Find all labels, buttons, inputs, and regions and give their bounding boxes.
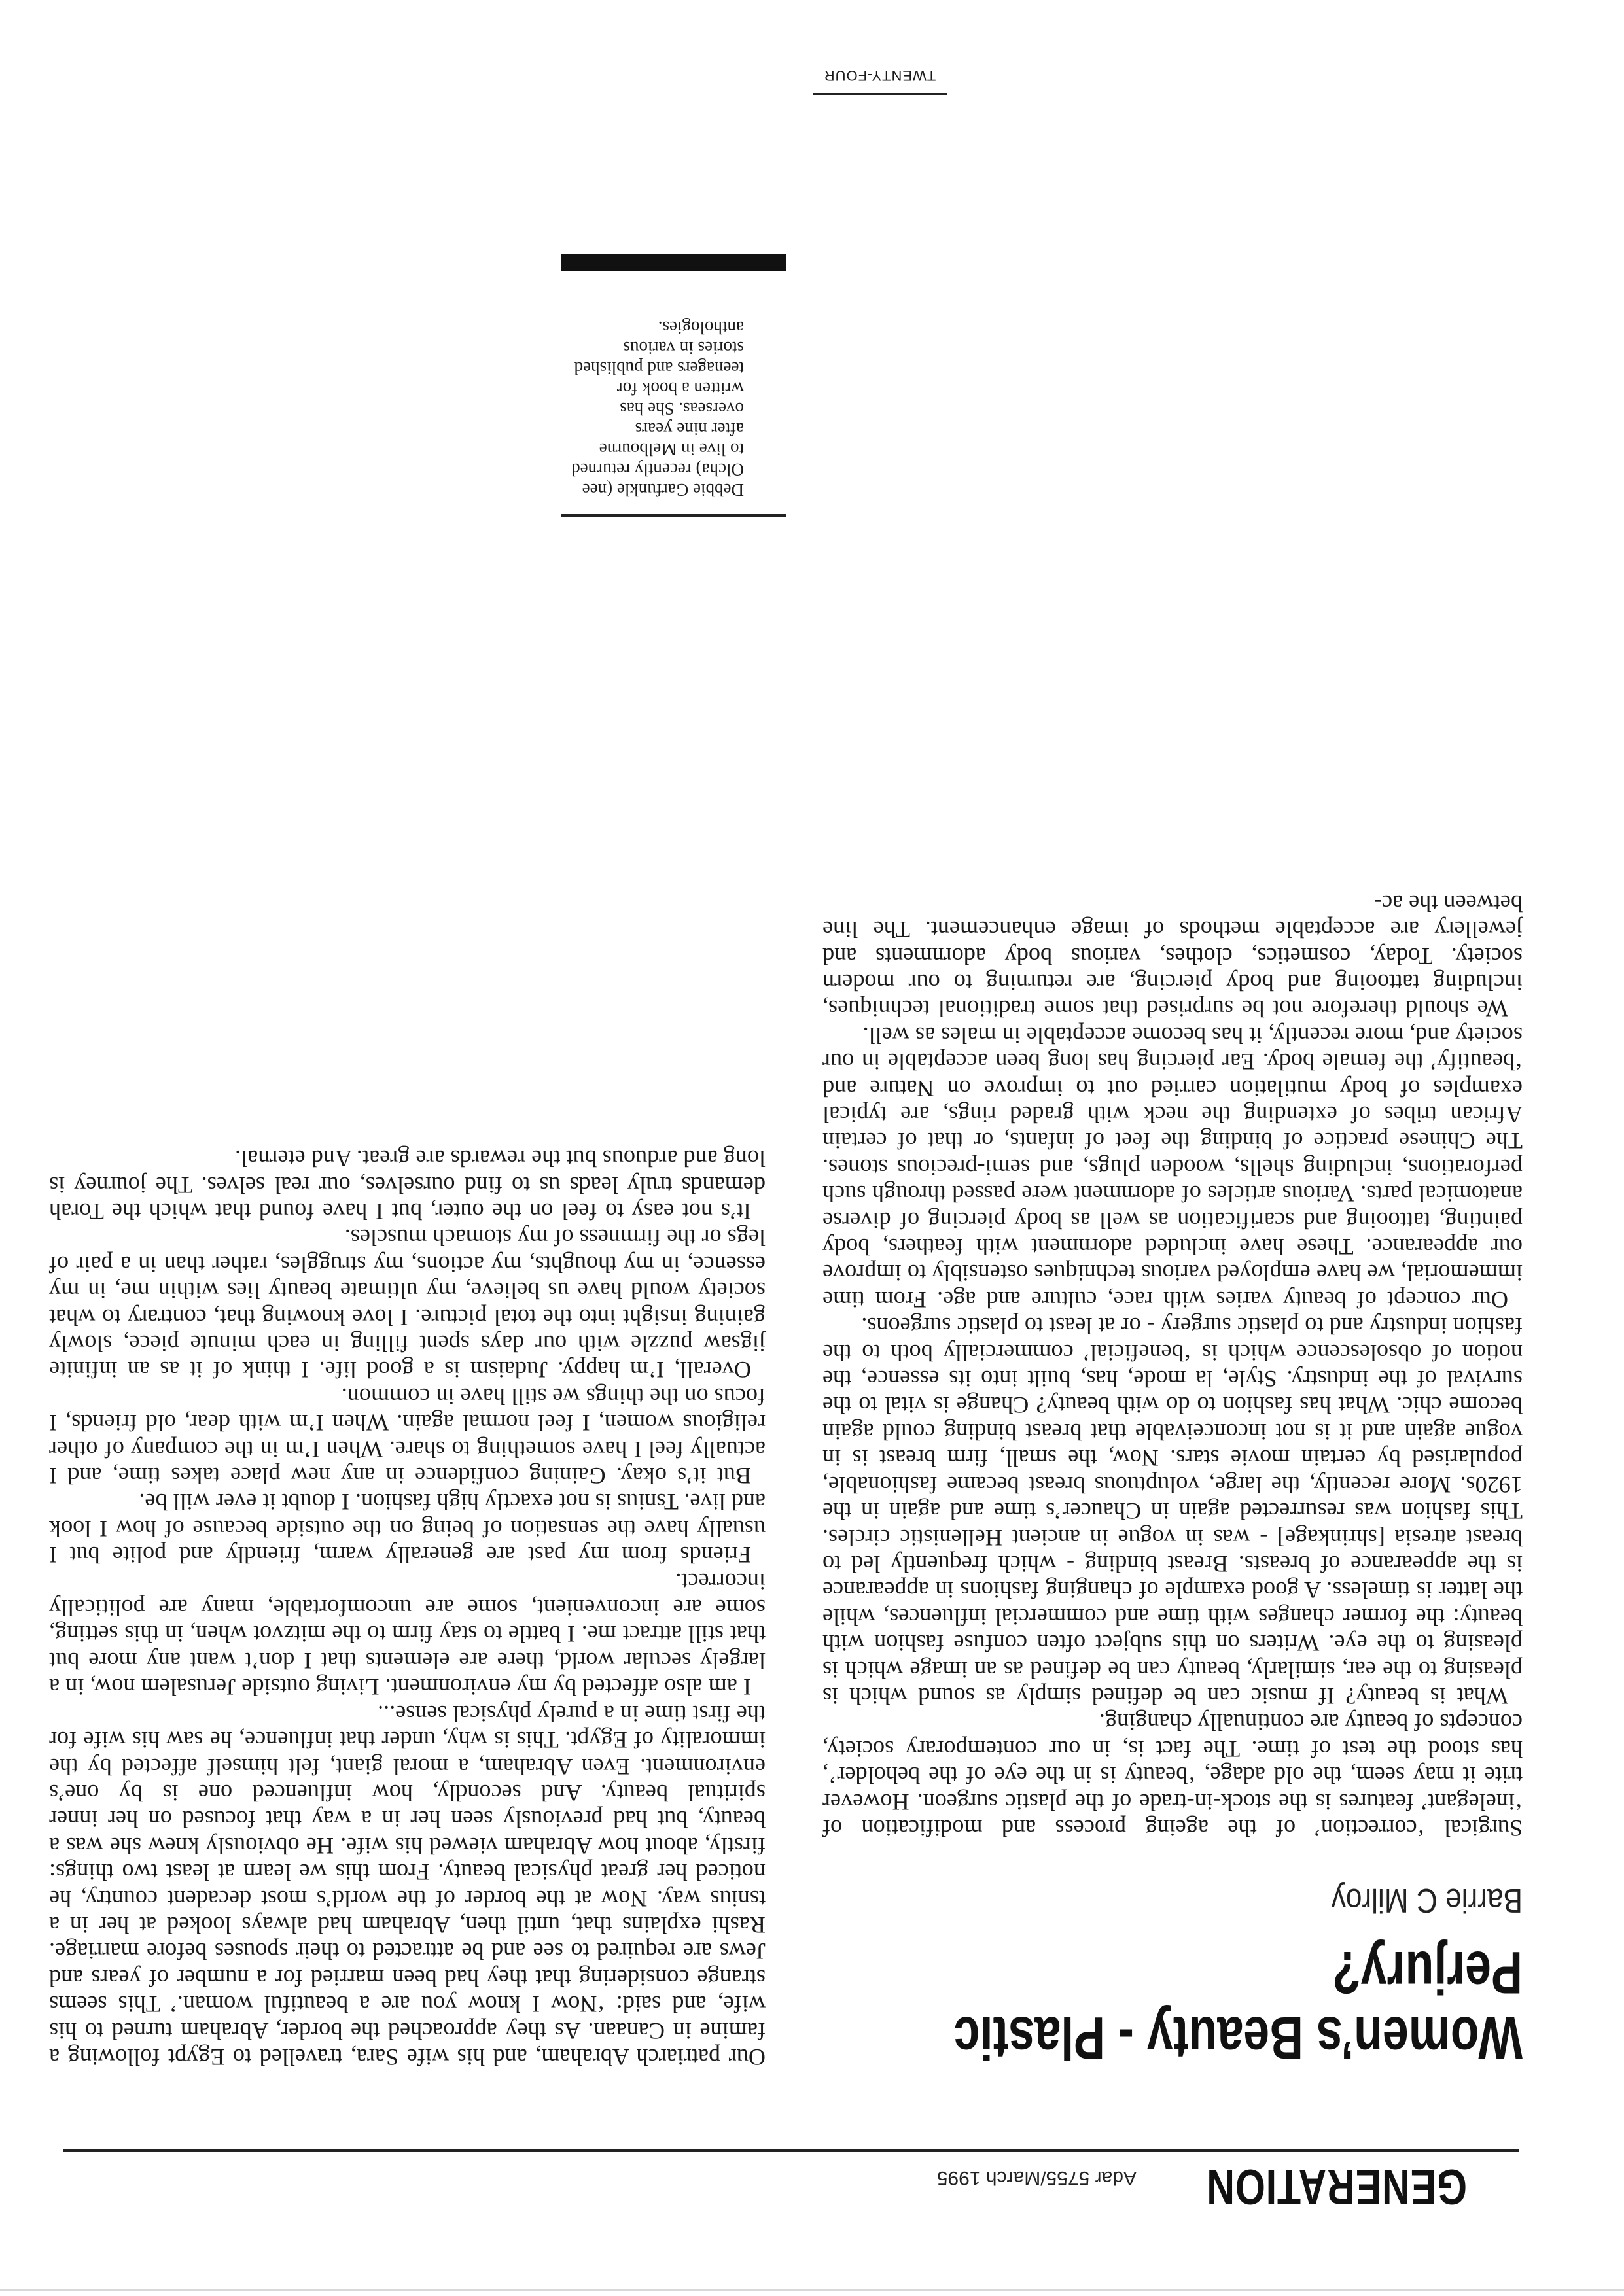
paragraph: We should therefore not be surprised that some traditional techniques, including tattooing and body piercing, are returning to our modern society. Today, cosmetics, clothes, various body adornments and jewellery are acceptable methods of image enhancement. The line between the ac- [822,890,1523,1022]
paragraph: Friends from my past are generally warm, friendly and polite but I usually have the sensation of being on the outside because of how I look and live. Tsnius is not exactly high fashion. I doubt it ever will be. [49,1489,766,1569]
bio-rule-bottom [561,254,786,271]
page-number: TWENTY-FOUR [823,67,936,84]
issue-date: Adar 5755/March 1995 [936,2167,1137,2189]
paragraph: Surgical ‘correction’ of the ageing process and modification of ‘inelegant’ features is the stock-in-trade of the plastic surgeon. However trite it may seem, the old adage, ‘beauty is in the eye of the beholder’, has stood the test of time. The fact is, in our contemporary society, concepts of beauty are continually changing. [822,1709,1523,1841]
paragraph: I am also affected by my environment. Living outside Jerusalem now, in a largely secular world, there are elements that I don’t want any more but that still attract me. I battle to stay firm to the mitzvot when, in this setting, some are inconvenient, some are uncomfortable, many are politically incorrect. [49,1568,766,1701]
paragraph: Overall, I’m happy. Judaism is a good life. I think of it as an infinite jigsaw puzzle with our days spent filling in each minute piece, slowly gaining insight into the total picture. I love knowing that, contrary to what society would have us believe, my ultimate beauty lies within me, in my essence, in my thoughts, my actions, my struggles, rather than in a pair of legs or the firmness of my stomach muscles. [49,1225,766,1383]
bio-rule-top [561,514,786,517]
page-folio [813,67,947,95]
article-title: Women’s Beauty - Plastic Perjury? [953,1939,1523,2071]
paragraph: But it’s okay. Gaining confidence in any new place takes time, and I actually feel I have something to share. When I’m in the company of other religious women, I feel normal again. When I’m with dear, old friends, I focus on the things we still have in common. [49,1383,766,1489]
masthead-title: GENERATION [1206,2159,1467,2214]
masthead-rule [63,2149,1519,2152]
folio-rule [813,93,947,95]
article-right-column [49,1145,766,2070]
masthead [63,2155,1519,2218]
paragraph: What is beauty? If music can be defined simply as sound which is pleasing to the ear, similarly, beauty can be defined as an image which is pleasing to the eye. Writers on this subject often confuse fashion with beauty: the former changes with time and commercial influences, while the latter is timeless. A good example of changing fashions in appearance is the appearance of breasts. Breast binding - which frequently led to breast atresia [shrinkage] - was in vogue in ancient Hellenistic circles. This fashion was resurrected again in Chaucer’s time and again in the 1920s. More recently, the large, voluptuous breast became fashionable, popularised by certain movie stars. Now, the small, firm breast is in vogue again and it is not inconceivable that breast binding could again become chic. What has fashion to do with beauty? Change is vital to the survival of the industry. Style, la mode, has, built into its essence, the notion of obsolescence which is ‘beneficial’ commercially both to the fashion industry and to plastic surgery - or at least to plastic surgeons. [822,1313,1523,1709]
paragraph: Our patriarch Abraham, and his wife Sara, travelled to Egypt following a famine in Canaan. As they approached the border, Abraham turned to his wife, and said: ‘Now I know you are a beautiful woman.’ This seems strange considering that they had been married for a number of years and Jews are required to see and be attracted to their spouses before marriage. Rashi explains that, until then, Abraham had always looked at her in a tsnius way. Now at the border of the world’s most decadent country, he noticed her great physical beauty. From this we learn at least two things: firstly, about how Abraham viewed his wife. He obviously knew she was a beauty, but had previously seen her in a way that focused on her inner spiritual beauty. And secondly, how influenced one is by one’s environment. Even Abraham, a moral giant, felt himself affected by the immorality of Egypt. This is why, under that influence, he saw his wife for the first time in a purely physical sense... [49,1700,766,2070]
left-body [822,890,1523,1841]
scan-edge [0,2289,1624,2291]
author-bio: Debbie Garfunkle (nee Olcha) recently returned to live in Melbourne after nine years overseas. She has written a book for teenagers and published stories in various anthologies. [571,318,744,500]
author-bio-box [567,254,786,517]
author-byline: Barrie C Milroy [1331,1881,1523,1919]
article-left-column [822,890,1523,2070]
paragraph: Our concept of beauty varies with race, culture and age. From time immemorial, we have employed various techniques ostensibly to improve our appearance. These have included adornment with feathers, body painting, tattooing and scarification as well as body piercing of diverse anatomical parts. Various articles of adornment were passed through such perforations, including shells, wooden plugs, and semi-precious stones. The Chinese practice of binding the feet of infants, or that of certain African tribes of extending the neck with graded rings, are typical examples of body mutilation carried out to improve on Nature and ‘beautify’ the female body. Ear piercing has long been acceptable in our society and, more recently, it has become acceptable in males as well. [822,1022,1523,1313]
paragraph: It’s not easy to feel on the outer, but I have found that which the Torah demands truly leads us to find ourselves, our real selves. The journey is long and arduous but the rewards are great. And eternal. [49,1145,766,1225]
